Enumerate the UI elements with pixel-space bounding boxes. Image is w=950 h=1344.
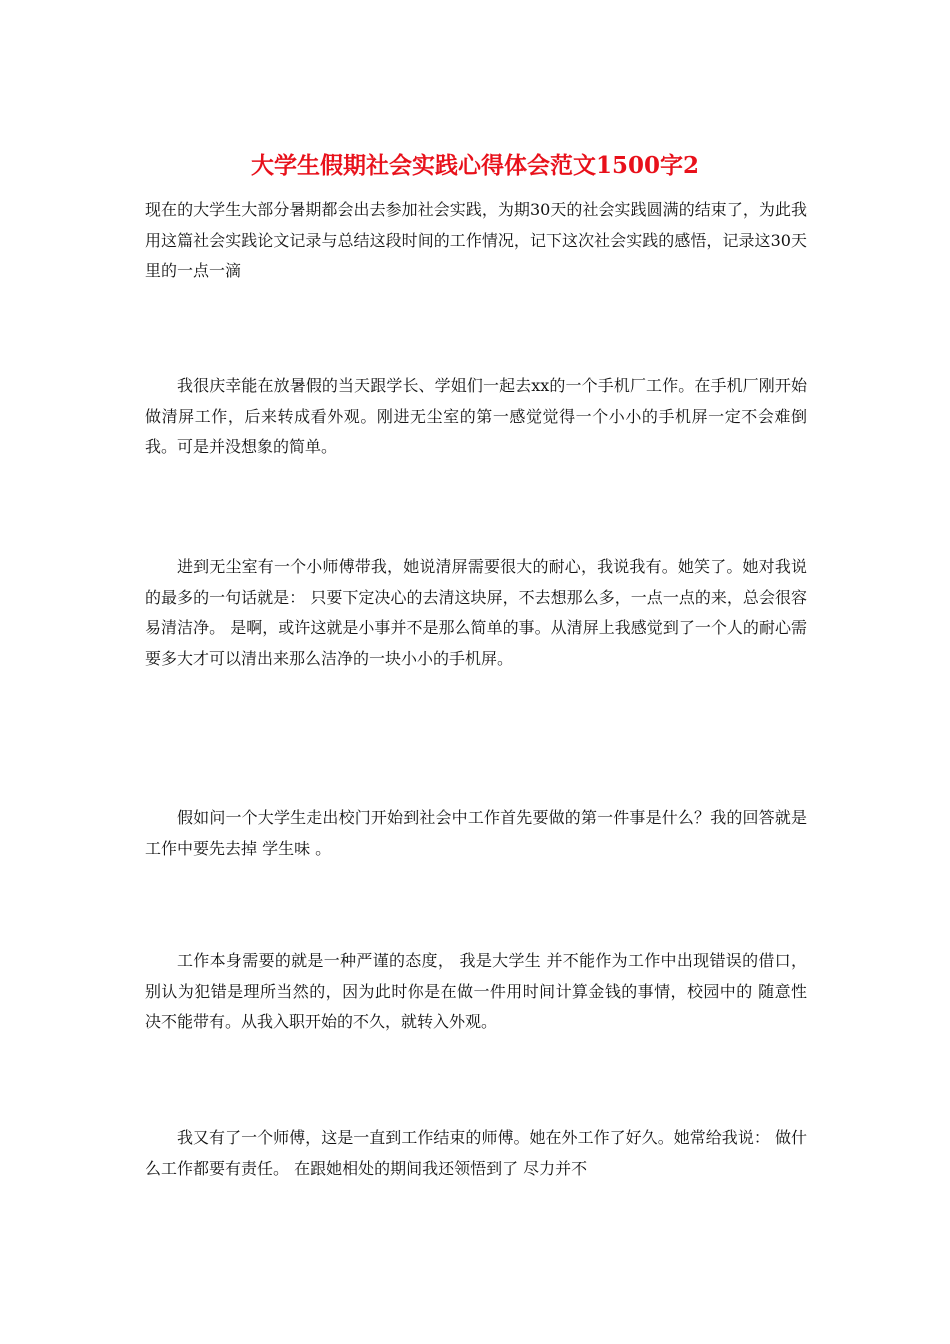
paragraph-intro: 现在的大学生大部分暑期都会出去参加社会实践，为期30天的社会实践圆满的结束了，为此我用这篇社会实践论文记录与总结这段时间的工作情况，记下这次社会实践的感悟，记录这30天里的一点一滴	[145, 200, 807, 280]
paragraph-work-attitude: 工作本身需要的就是一种严谨的态度， 我是大学生 并不能作为工作中出现错误的借口，别认为犯错是理所当然的，因为此时你是在做一件用时间计算金钱的事情，校园中的 随意性 决不能带有。从我入职开始的不久，就转入外观。	[145, 951, 807, 1031]
paragraph-clean-room: 进到无尘室有一个小师傅带我，她说清屏需要很大的耐心，我说我有。她笑了。她对我说的最多的一句话就是： 只要下定决心的去清这块屏，不去想那么多，一点一点的来，总会很容易清洁净。 是啊，或许这就是小事并不是那么简单的事。从清屏上我感觉到了一个人的耐心需要多大才可以清出来那么洁净的一块小小的手机屏。	[145, 557, 807, 668]
paragraph-new-mentor: 我又有了一个师傅，这是一直到工作结束的师傅。她在外工作了好久。她常给我说： 做什么工作都要有责任。 在跟她相处的期间我还领悟到了 尽力并不	[145, 1128, 807, 1178]
paragraph-first-thing: 假如问一个大学生走出校门开始到社会中工作首先要做的第一件事是什么？我的回答就是工作中要先去掉 学生味 。	[145, 808, 807, 858]
paragraph-phone-factory: 我很庆幸能在放暑假的当天跟学长、学姐们一起去xx的一个手机厂工作。在手机厂刚开始做清屏工作，后来转成看外观。刚进无尘室的第一感觉觉得一个小小的手机屏一定不会难倒我。可是并没想象的简单。	[145, 376, 807, 456]
document-title: 大学生假期社会实践心得体会范文1500字2	[250, 152, 700, 179]
